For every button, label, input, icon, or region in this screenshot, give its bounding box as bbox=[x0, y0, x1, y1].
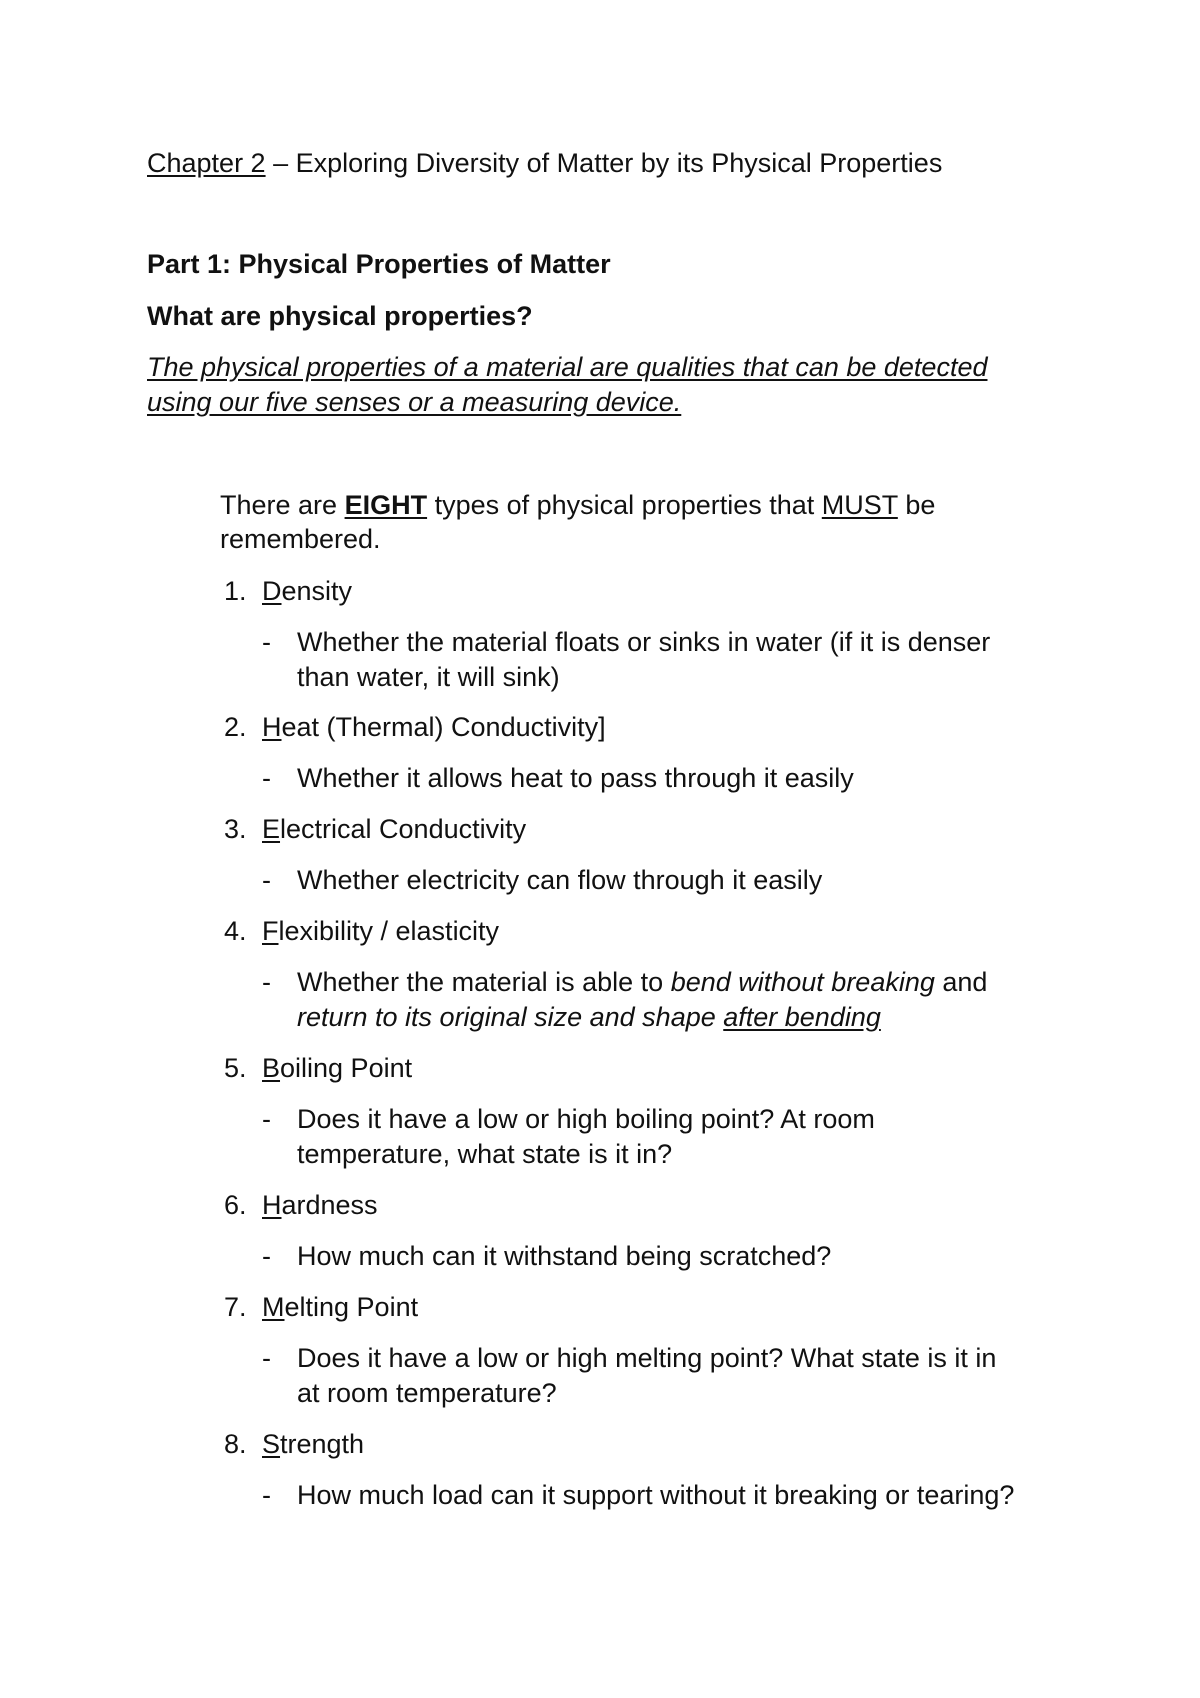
item-title-strength bbox=[262, 1427, 364, 1461]
item-initial: E bbox=[262, 814, 281, 844]
item-number: 8. bbox=[224, 1429, 247, 1459]
intro-text-pre: There are bbox=[220, 490, 345, 520]
item-description: Does it have a low or high melting point? What state is it in bbox=[297, 1343, 997, 1373]
emphasis-must: MUST bbox=[821, 490, 898, 520]
item-description: Does it have a low or high boiling point? At room bbox=[297, 1104, 875, 1134]
item-initial: F bbox=[262, 916, 279, 946]
emphasis-eight: EIGHT bbox=[344, 490, 428, 520]
desc-emphasis-underlined: after bending bbox=[723, 1002, 881, 1032]
intro-line-1 bbox=[220, 488, 935, 522]
chapter-title: – Exploring Diversity of Matter by its Physical Properties bbox=[265, 148, 943, 178]
item-title-heat-conductivity bbox=[262, 710, 606, 744]
bullet-dash: - bbox=[262, 1480, 271, 1510]
part-title: Part 1: Physical Properties of Matter bbox=[147, 249, 611, 279]
item-title-rest: ardness bbox=[281, 1190, 378, 1220]
item-description: How much load can it support without it breaking or tearing? bbox=[297, 1480, 1015, 1510]
item-title-rest: eat (Thermal) Conductivity] bbox=[281, 712, 606, 742]
item-number: 1. bbox=[224, 576, 247, 606]
item-title-rest: trength bbox=[280, 1429, 365, 1459]
item-title-rest: ensity bbox=[281, 576, 353, 606]
chapter-heading bbox=[147, 146, 942, 180]
bullet-dash: - bbox=[262, 763, 271, 793]
item-initial: H bbox=[262, 1190, 282, 1220]
item-number: 7. bbox=[224, 1292, 247, 1322]
item-initial: H bbox=[262, 712, 282, 742]
bullet-dash: - bbox=[262, 627, 271, 657]
desc-emphasis: bend without breaking bbox=[670, 967, 935, 997]
item-title-density bbox=[262, 574, 352, 608]
definition-line-1: The physical properties of a material are qualities that can be detected bbox=[147, 352, 988, 382]
item-title-electrical-conductivity bbox=[262, 812, 526, 846]
item-title-melting-point bbox=[262, 1290, 418, 1324]
bullet-dash: - bbox=[262, 967, 271, 997]
intro-text-mid: types of physical properties that bbox=[427, 490, 822, 520]
desc-text: Whether the material is able to bbox=[297, 967, 671, 997]
item-description: Whether it allows heat to pass through it easily bbox=[297, 763, 854, 793]
item-number: 2. bbox=[224, 712, 247, 742]
intro-line-2: remembered. bbox=[220, 524, 381, 554]
bullet-dash: - bbox=[262, 865, 271, 895]
item-description: temperature, what state is it in? bbox=[297, 1139, 673, 1169]
item-initial: D bbox=[262, 576, 282, 606]
bullet-dash: - bbox=[262, 1343, 271, 1373]
question-heading: What are physical properties? bbox=[147, 301, 533, 331]
item-title-flexibility bbox=[262, 914, 499, 948]
item-description: Whether electricity can flow through it easily bbox=[297, 865, 823, 895]
item-title-boiling-point bbox=[262, 1051, 412, 1085]
item-number: 5. bbox=[224, 1053, 247, 1083]
item-description: How much can it withstand being scratched? bbox=[297, 1241, 832, 1271]
item-description bbox=[297, 1000, 881, 1034]
item-description: than water, it will sink) bbox=[297, 662, 560, 692]
item-description: at room temperature? bbox=[297, 1378, 557, 1408]
item-number: 3. bbox=[224, 814, 247, 844]
intro-text-post: be bbox=[897, 490, 936, 520]
item-initial: S bbox=[262, 1429, 281, 1459]
item-initial: M bbox=[262, 1292, 285, 1322]
item-title-rest: elting Point bbox=[284, 1292, 419, 1322]
item-description bbox=[297, 965, 987, 999]
item-title-rest: lexibility / elasticity bbox=[278, 916, 500, 946]
item-title-rest: lectrical Conductivity bbox=[280, 814, 527, 844]
definition-line-2: using our five senses or a measuring device. bbox=[147, 387, 682, 417]
item-title-hardness bbox=[262, 1188, 378, 1222]
desc-text: and bbox=[934, 967, 988, 997]
item-title-rest: oiling Point bbox=[280, 1053, 413, 1083]
desc-emphasis: return to its original size and shape bbox=[297, 1002, 724, 1032]
bullet-dash: - bbox=[262, 1241, 271, 1271]
item-initial: B bbox=[262, 1053, 281, 1083]
chapter-label: Chapter 2 bbox=[147, 148, 266, 178]
item-description: Whether the material floats or sinks in water (if it is denser bbox=[297, 627, 991, 657]
item-number: 4. bbox=[224, 916, 247, 946]
item-number: 6. bbox=[224, 1190, 247, 1220]
bullet-dash: - bbox=[262, 1104, 271, 1134]
